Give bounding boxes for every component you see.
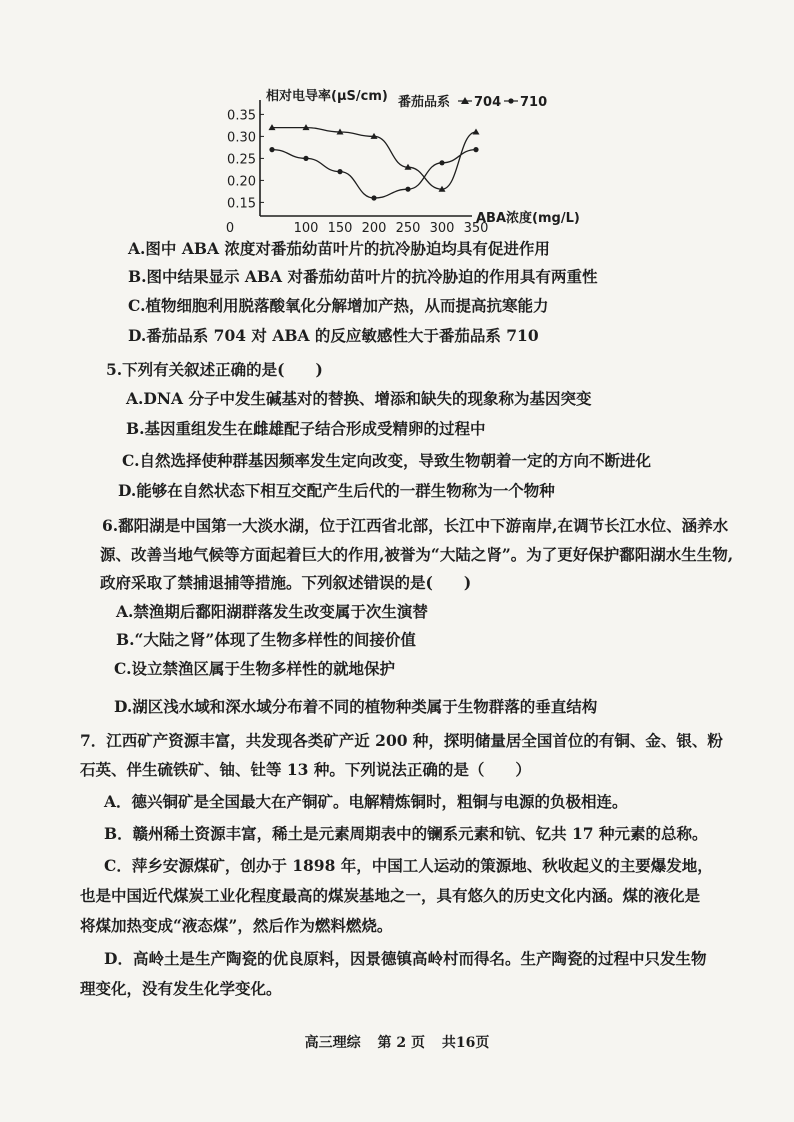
data-point-710: [303, 156, 308, 161]
x-tick-label: 200: [361, 221, 387, 236]
q7-option-b: B．赣州稀土资源丰富，稀土是元素周期表中的镧系元素和钪、钇共 17 种元素的总称。: [104, 824, 708, 843]
footer-subject: 高三理综: [304, 1035, 361, 1051]
q6-option-c: C.设立禁渔区属于生物多样性的就地保护: [114, 659, 395, 678]
q4-option-b: B.图中结果显示 ABA 对番茄幼苗叶片的抗冷胁迫的作用具有两重性: [128, 267, 598, 286]
x-tick-label: 150: [327, 221, 353, 236]
series-line-710: [272, 150, 476, 198]
q7-option-d-line-1: D．高岭土是生产陶瓷的优良原料，因景德镇高岭村而得名。生产陶瓷的过程中只发生物: [104, 949, 707, 968]
q5-option-b: B.基因重组发生在雌雄配子结合形成受精卵的过程中: [126, 419, 486, 438]
x-tick-label: 0: [225, 221, 235, 236]
q4-option-d: D.番茄品系 704 对 ABA 的反应敏感性大于番茄品系 710: [128, 326, 539, 345]
q6-option-b: B.“大陆之肾”体现了生物多样性的间接价值: [116, 630, 416, 649]
data-point-710: [439, 160, 444, 165]
y-tick-label: 0.30: [227, 130, 256, 146]
y-tick-label: 0.35: [227, 108, 256, 124]
q6-option-d: D.湖区浅水域和深水域分布着不同的植物种类属于生物群落的垂直结构: [114, 697, 598, 716]
q6-option-a: A.禁渔期后鄱阳湖群落发生改变属于次生演替: [116, 602, 428, 621]
q7-option-c-line-3: 将煤加热变成“液态煤”，然后作为燃料燃烧。: [80, 916, 393, 935]
q7-option-c-line-1: C．萍乡安源煤矿，创办于 1898 年，中国工人运动的策源地、秋收起义的主要爆发地，: [104, 856, 713, 875]
x-tick-label: 250: [395, 221, 421, 236]
footer-total-pages: 共16页: [441, 1035, 490, 1051]
q6-stem-line-3: 政府采取了禁捕退捕等措施。下列叙述错误的是( ): [100, 573, 472, 592]
data-point-710: [337, 169, 342, 174]
q5-option-a: A.DNA 分子中发生碱基对的替换、增添和缺失的现象称为基因突变: [126, 389, 592, 408]
data-point-710: [405, 187, 410, 192]
q7-stem-line-1: 7．江西矿产资源丰富，共发现各类矿产近 200 种，探明储量居全国首位的有铜、金、银、粉: [80, 731, 723, 750]
q7-option-d-line-2: 理变化，没有发生化学变化。: [80, 979, 282, 998]
legend-prefix: 番茄品系: [398, 95, 451, 110]
legend-label-710: 710: [520, 95, 548, 110]
q5-stem: 5.下列有关叙述正确的是( ): [106, 360, 323, 379]
q7-option-c-line-2: 也是中国近代煤炭工业化程度最高的煤炭基地之一，具有悠久的历史文化内涵。煤的液化是: [80, 886, 701, 905]
page-footer: [0, 1032, 794, 1052]
y-tick-label: 0.20: [227, 174, 256, 190]
q4-option-c: C.植物细胞利用脱落酸氧化分解增加产热，从而提高抗寒能力: [128, 296, 549, 315]
q5-option-c: C.自然选择使种群基因频率发生定向改变，导致生物朝着一定的方向不断进化: [122, 451, 651, 470]
x-axis-label: ABA浓度(mg/L): [476, 211, 580, 226]
q6-stem-line-2: 源、改善当地气候等方面起着巨大的作用,被誉为“大陆之肾”。为了更好保护鄱阳湖水生生物,: [100, 545, 734, 564]
y-tick-label: 0.15: [227, 196, 256, 212]
footer-page-number: 第 2 页: [377, 1035, 425, 1051]
x-tick-label: 300: [429, 221, 455, 236]
data-point-704: [473, 129, 480, 135]
q7-stem-line-2: 石英、伴生硫铁矿、铀、钍等 13 种。下列说法正确的是（ ）: [80, 760, 531, 779]
q4-option-a: A.图中 ABA 浓度对番茄幼苗叶片的抗冷胁迫均具有促进作用: [128, 239, 550, 258]
legend-entry-704: [458, 95, 501, 110]
q6-stem-line-1: 6.鄱阳湖是中国第一大淡水湖，位于江西省北部，长江中下游南岸,在调节长江水位、涵养水: [102, 516, 729, 535]
data-point-710: [371, 195, 376, 200]
y-axis-label: 相对电导率(μS/cm): [266, 89, 388, 104]
y-tick-label: 0.25: [227, 152, 256, 168]
legend-entry-710: [504, 95, 547, 110]
q5-option-d: D.能够在自然状态下相互交配产生后代的一群生物称为一个物种: [118, 481, 555, 500]
x-tick-label: 350: [463, 221, 489, 236]
x-tick-label: 100: [293, 221, 319, 236]
data-point-710: [473, 147, 478, 152]
conductivity-line-chart: [220, 80, 580, 240]
legend-label-704: 704: [474, 95, 502, 110]
q7-option-a: A．德兴铜矿是全国最大在产铜矿。电解精炼铜时，粗铜与电源的负极相连。: [104, 792, 628, 811]
data-point-710: [269, 147, 274, 152]
